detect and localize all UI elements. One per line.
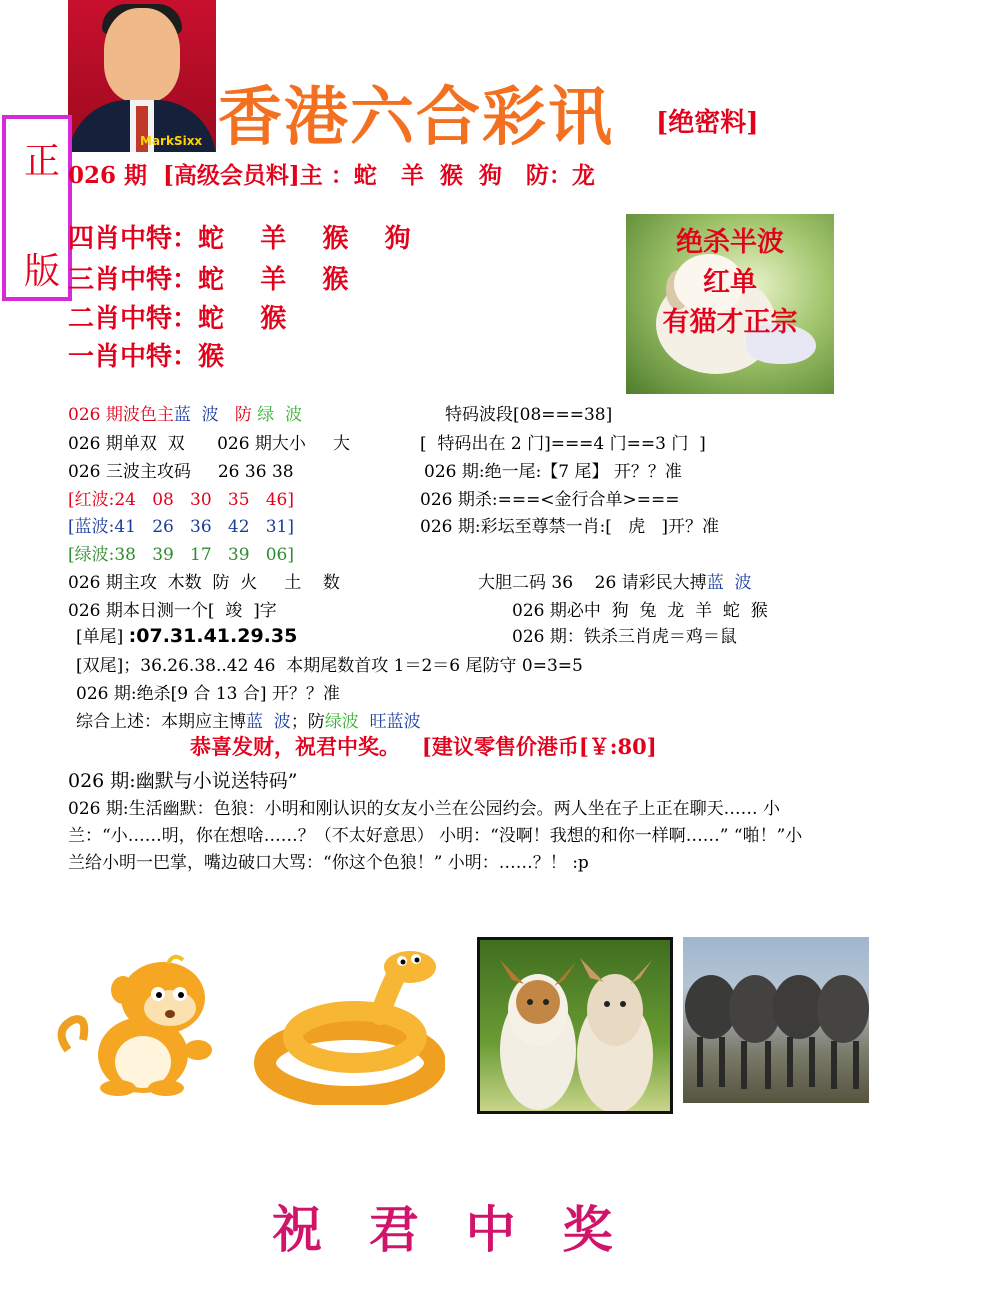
promo-line: 有猫才正宗	[662, 307, 798, 338]
pick-one: 一肖中特：猴	[68, 342, 225, 372]
summary-row: 综合上述：本期应主博蓝 波；防绿波 旺蓝波	[76, 712, 421, 732]
blue-wave-row: [蓝波:41 26 36 42 31]	[68, 517, 294, 537]
must-hit-row: 026 期必中 狗 兔 龙 羊 蛇 猴	[512, 601, 768, 621]
issue-line: 026 期 [高级会员料]主 ：蛇 羊 猴 狗 防：龙	[68, 162, 595, 189]
congrats-line: 恭喜发财，祝君中奖。 [建议零售价港币[￥:80]	[190, 734, 657, 759]
dogs-photo	[477, 937, 673, 1114]
kill-combo2-row: 026 期杀:===<金行合单>===	[420, 490, 680, 510]
forbidden-row: 026 期:彩坛至尊禁一肖:[ 虎 ]开？准	[420, 517, 719, 537]
pick-two: 二肖中特：蛇 猴	[68, 304, 287, 334]
page-subtitle: [绝密料]	[656, 108, 759, 138]
wave-color-row: 026 期波色主蓝 波 防 绿 波	[68, 405, 303, 425]
two-codes-row: 大胆二码 36 26 请彩民大搏蓝 波	[478, 573, 752, 593]
red-wave-row: [红波:24 08 30 35 46]	[68, 490, 294, 510]
green-wave-row: [绿波:38 39 17 39 06]	[68, 545, 294, 565]
side-label-char: 正	[24, 141, 61, 182]
side-label-box	[2, 115, 72, 301]
monkey-cartoon	[48, 950, 238, 1100]
special-segment-row: 特码波段[08===38]	[445, 405, 613, 425]
promo-line: 红单	[703, 267, 757, 298]
snake-cartoon	[250, 945, 445, 1105]
sheep-photo	[683, 937, 869, 1103]
kill-tail-row: 026 期:绝一尾:【7 尾】 开？？准	[424, 462, 682, 482]
side-label-char: 版	[24, 251, 61, 292]
page-title: 香港六合彩讯	[218, 81, 614, 155]
portrait-photo	[68, 0, 216, 152]
double-tail-row: [双尾]；36.26.38..42 46 本期尾数首攻 1＝2＝6 尾防守 0=3=5	[76, 656, 583, 676]
pick-three: 三肖中特：蛇 羊 猴	[68, 265, 349, 295]
humor-text: 026 期:生活幽默：色狼：小明和刚认识的女友小兰在公园约会。两人坐在子上正在聊天…… 小兰：“小……明，你在想啥……？（不太好意思） 小明：“没啊！我想的和你一样啊……” “啪！”小兰给小明一巴掌，嘴边破口大骂：“你这个色狼！” 小明：……？！ :p	[68, 799, 803, 873]
main-attack-row: 026 期主攻 木数 防 火 土 数	[68, 573, 340, 593]
single-tail-row: [单尾] :07.31.41.29.35	[76, 625, 298, 647]
portrait-logo: MarkSixx	[140, 134, 203, 148]
kill-combo-row: 026 期:绝杀[9 合 13 合] 开？？准	[76, 684, 340, 704]
iron-kill-row: 026 期：铁杀三肖虎＝鸡＝鼠	[512, 627, 737, 647]
puppy-illustration	[626, 214, 834, 394]
odd-even-row: 026 期单双 双 026 期大小 大	[68, 434, 350, 454]
three-wave-row: 026 三波主攻码 26 36 38	[68, 462, 294, 482]
appear-gate-row: [ 特码出在 2 门]===4 门==3 门 ]	[420, 434, 706, 454]
daily-char-row: 026 期本日测一个[ 竣 ]字	[68, 601, 277, 621]
footer-blessing: 祝 君 中 奖	[272, 1200, 617, 1259]
humor-title: 026 期:幽默与小说送特码”	[68, 770, 298, 792]
pick-four: 四肖中特：蛇 羊 猴 狗	[68, 224, 411, 254]
promo-line: 绝杀半波	[676, 227, 784, 258]
